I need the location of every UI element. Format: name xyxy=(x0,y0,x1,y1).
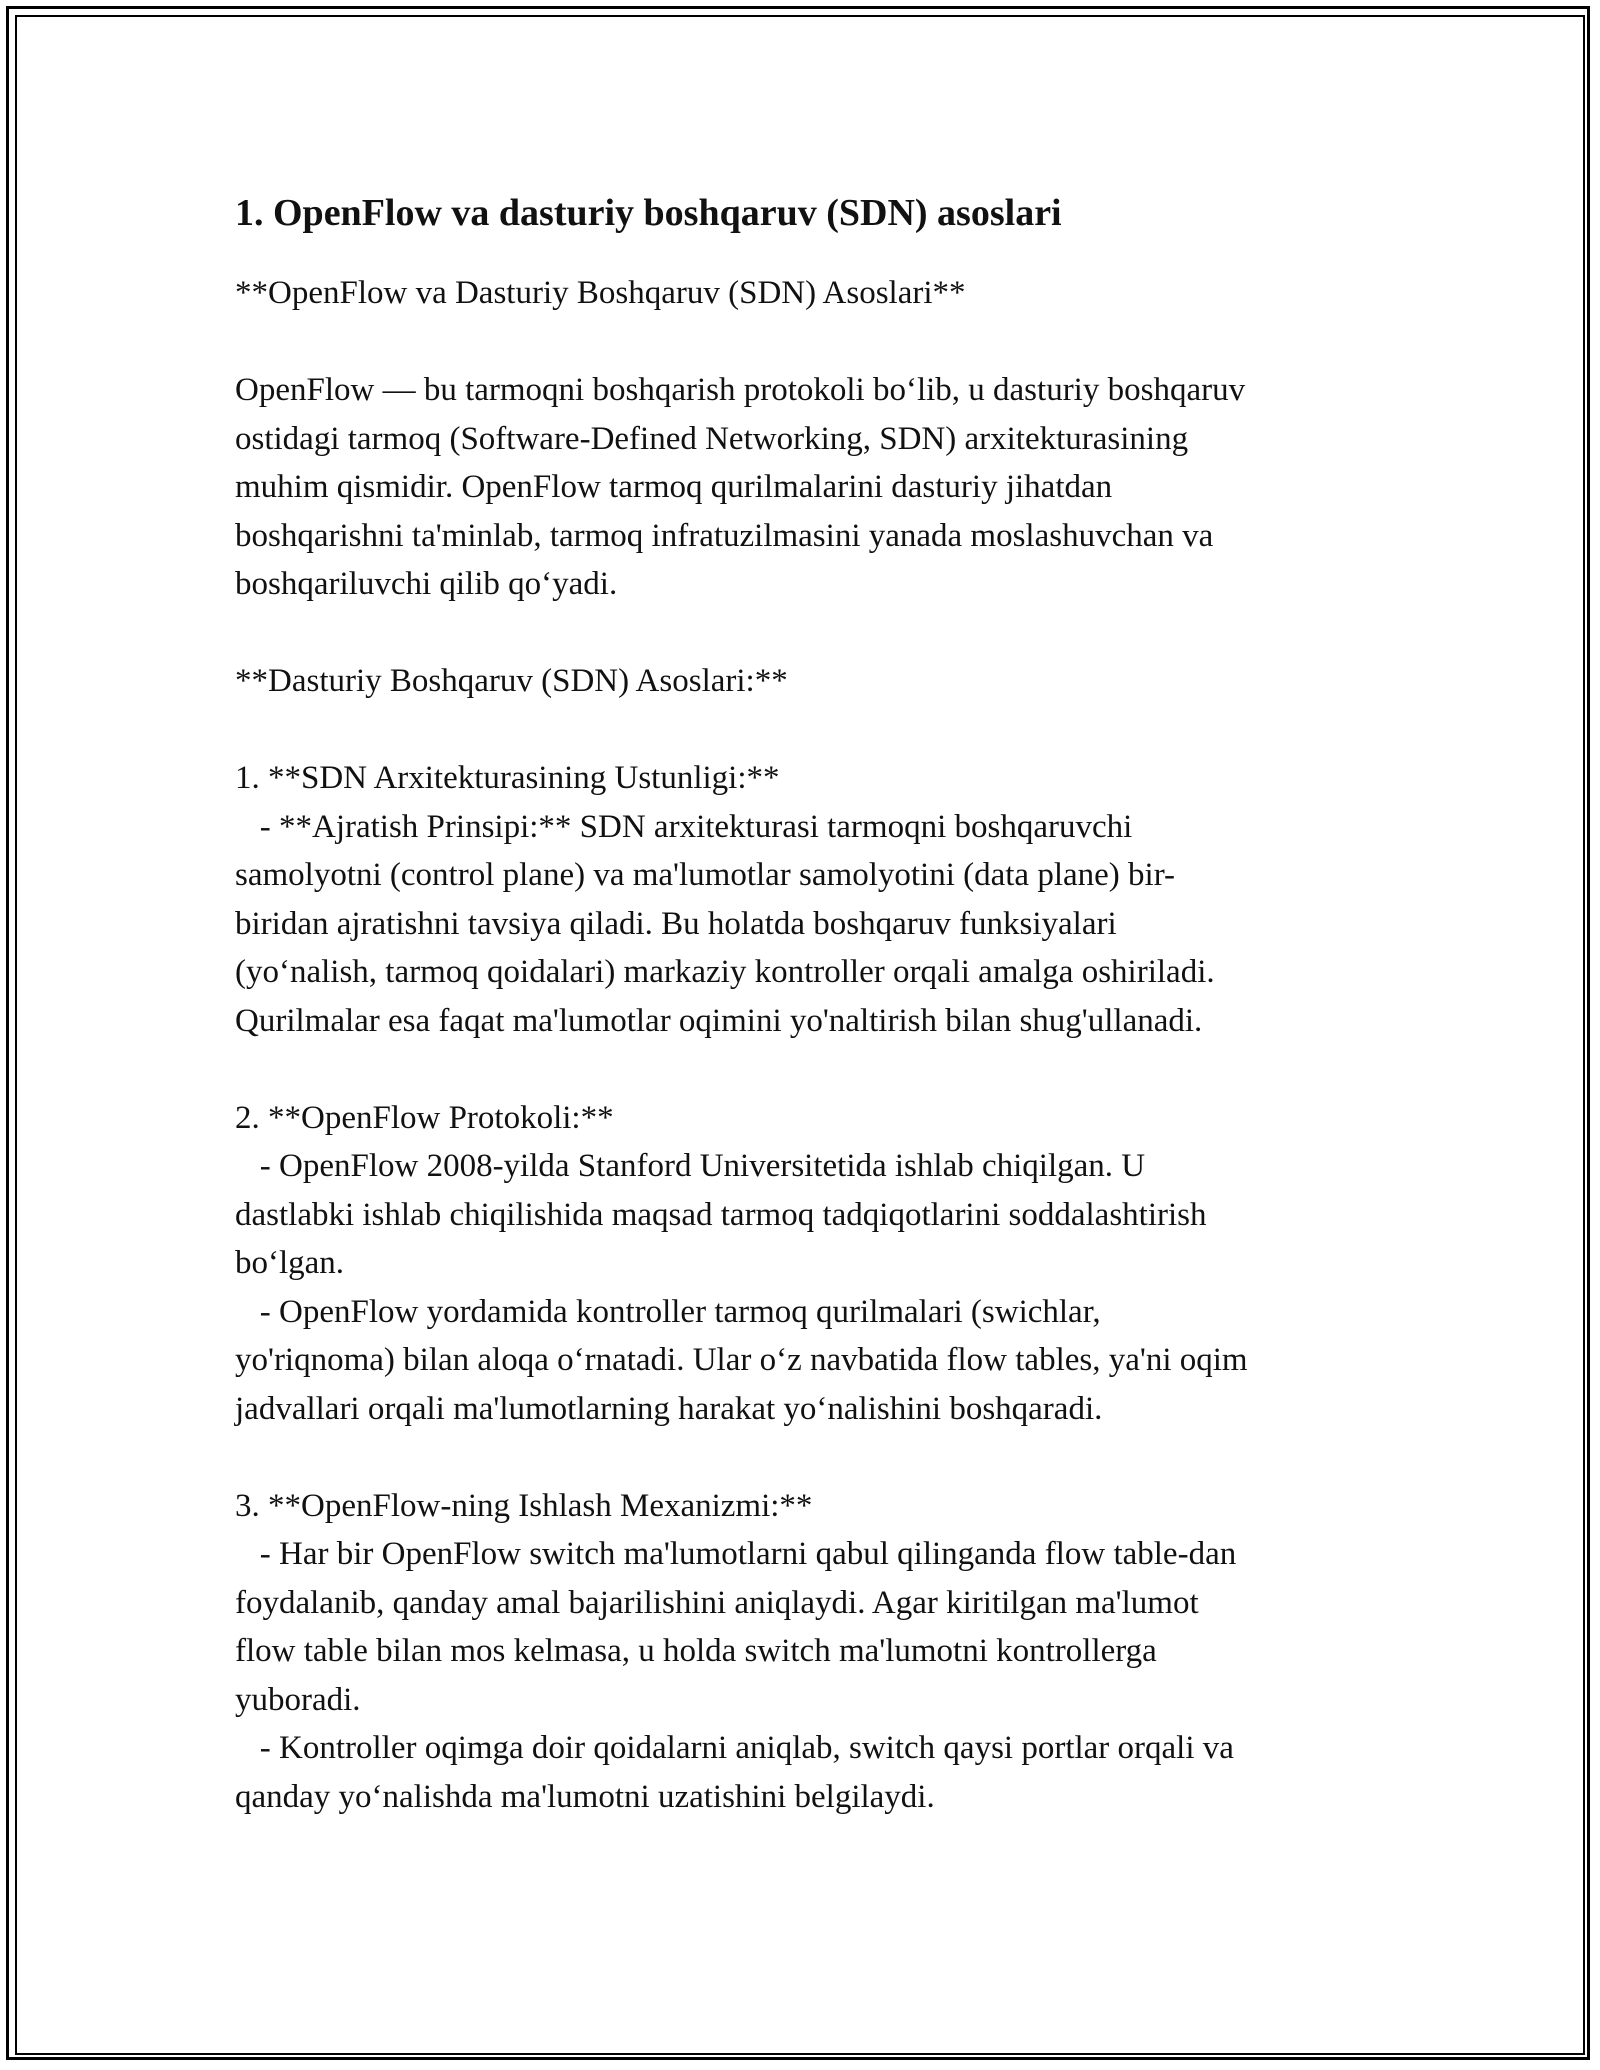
document-heading: 1. OpenFlow va dasturiy boshqaruv (SDN) asoslari xyxy=(235,192,1062,234)
document-body: **OpenFlow va Dasturiy Boshqaruv (SDN) Asoslari** OpenFlow — bu tarmoqni boshqarish protokoli bo‘lib, u dasturiy boshqaruv ostidagi tarmoq (Software-Defined Networking, SDN) arxitekturasining muhim qismidir. OpenFlow tarmoq qurilmalarini dasturiy jihatdan boshqarishni ta'minlab, tarmoq infratuzilmasini yanada moslashuvchan va boshqariluvchi qilib qo‘yadi. **Dasturiy Boshqaruv (SDN) Asoslari:** 1. **SDN Arxitekturasining Ustunligi:** - **Ajratish Prinsipi:** SDN arxitekturasi tarmoqni boshqaruvchi samolyotni (control plane) va ma'lumotlar samolyotini (data plane) bir- biridan ajratishni tavsiya qiladi. Bu holatda boshqaruv funksiyalari (yo‘nalish, tarmoq qoidalari) markaziy kontroller orqali amalga oshiriladi. Qurilmalar esa faqat ma'lumotlar oqimini yo'naltirish bilan shug'ullanadi. 2. **OpenFlow Protokoli:** - OpenFlow 2008-yilda Stanford Universitetida ishlab chiqilgan. U dastlabki ishlab chiqilishida maqsad tarmoq tadqiqotlarini soddalashtirish bo‘lgan. - OpenFlow yordamida kontroller tarmoq qurilmalari (swichlar, yo'riqnoma) bilan aloqa o‘rnatadi. Ular o‘z navbatida flow tables, ya'ni oqim jadvallari orqali ma'lumotlarning harakat yo‘nalishini boshqaradi. 3. **OpenFlow-ning Ishlash Mexanizmi:** - Har bir OpenFlow switch ma'lumotlarni qabul qilinganda flow table-dan foydalanib, qanday amal bajarilishini aniqlaydi. Agar kiritilgan ma'lumot flow table bilan mos kelmasa, u holda switch ma'lumotni kontrollerga yuboradi. - Kontroller oqimga doir qoidalarni aniqlab, switch qaysi portlar orqali va qanday yo‘nalishda ma'lumotni uzatishini belgilaydi. xyxy=(235,275,1248,1815)
document-content xyxy=(235,185,1395,1821)
